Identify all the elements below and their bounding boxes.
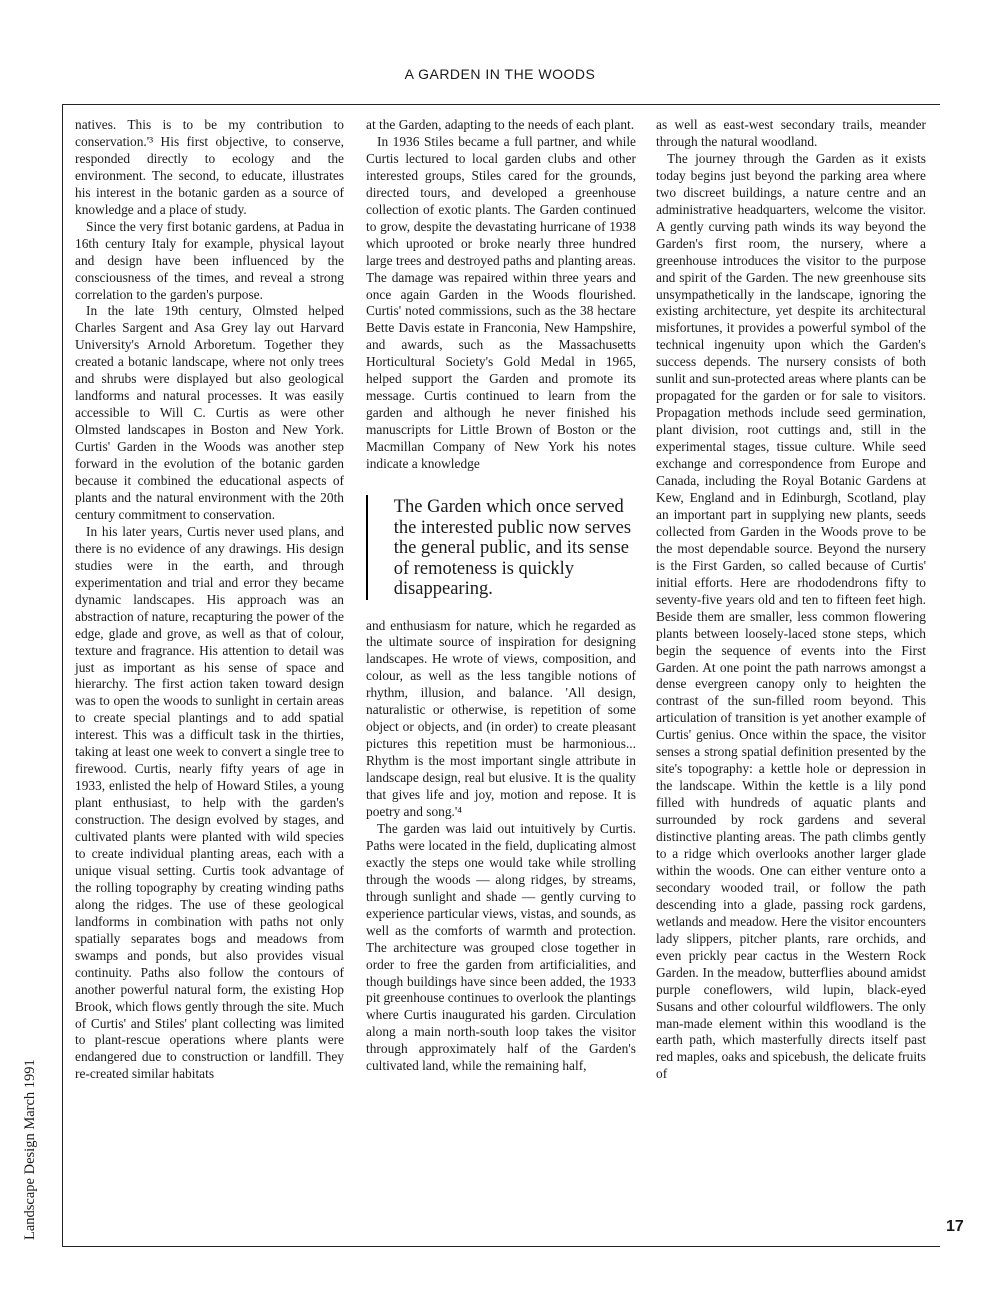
paragraph: In his later years, Curtis never used plans, and there is no evidence of any drawings. His design studies were in the earth, and through experimentation and trial and error they became dynamic landscapes. His approach was an abstraction of nature, recapturing the power of the edge, glade and grove, as well as that of colour, texture and fragrance. His attention to detail was just as important as his sense of space and hierarchy. The first action taken toward design was to open the woods to sunlight in certain areas to create special plantings and to add spatial interest. This was a difficult task in the thirties, taking at least one week to convert a single tree to firewood. Curtis, nearly fifty years of age in 1933, enlisted the help of Howard Stiles, a young plant enthusiast, to help with the garden's construction. The design evolved by stages, and cultivated plants were planted with wild species to create individual planting areas, each with a unique visual setting. Curtis took advantage of the rolling topography by creating winding paths along the ridges. The use of these geological landforms in combination with paths not only spatially separates bogs and meadows from swamps and ponds, but also provides visual continuity. Paths also follow the contours of another powerful natural form, the existing Hop Brook, which flows gently through the site. Much of Curtis' and Stiles' plant collecting was limited to plant-rescue operations where plants were endangered due to construction or landfill. They re-created similar habitats	[75, 523, 344, 1082]
left-rule	[62, 104, 63, 1247]
paragraph: Since the very first botanic gardens, at Padua in 16th century Italy for example, physical layout and design have been influenced by the consciousness of the times, and reveal a strong correlation to the garden's purpose.	[75, 218, 344, 302]
bottom-rule	[62, 1246, 940, 1247]
page-number: 17	[946, 1218, 964, 1235]
column-2	[366, 117, 636, 1075]
pull-quote-bar	[366, 495, 368, 600]
column-1	[75, 117, 344, 1083]
running-title: A GARDEN IN THE WOODS	[404, 66, 596, 82]
pull-quote	[366, 495, 636, 600]
paragraph: The garden was laid out intuitively by Curtis. Paths were located in the field, duplicating almost exactly the steps one would take while strolling through the woods — along ridges, by streams, through sunlight and shade — gently curving to experience particular views, vistas, and sounds, as well as the comforts of warmth and protection. The architecture was grouped close together in order to free the garden from artificialities, and though buildings have since been added, the 1933 pit greenhouse continues to overlook the plantings where Curtis inaugurated his garden. Circulation along a main north-south loop takes the visitor through approximately half of the Garden's cultivated land, while the remaining half,	[366, 820, 636, 1074]
paragraph: as well as east-west secondary trails, meander through the natural woodland.	[656, 117, 926, 149]
publication-date-label: Landscape Design March 1991	[22, 1059, 38, 1240]
column-3	[656, 117, 926, 1083]
paragraph: In 1936 Stiles became a full partner, and while Curtis lectured to local garden clubs and other interested groups, Stiles cared for the grounds, directed tours, and developed a greenhouse collection of exotic plants. The Garden continued to grow, despite the devastating hurricane of 1938 which uprooted or broke nearly three hundred large trees and destroyed paths and planting areas. The damage was repaired within three years and once again Garden in the Woods flourished. Curtis' noted commissions, such as the 38 hectare Bette Davis estate in Franconia, New Hampshire, and awards, such as the Massachusetts Horticultural Society's Gold Medal in 1965, helped support the Garden and promote its message. Curtis continued to learn from the garden and although he never finished his manuscripts for Little Brown of Boston or the Macmillan Company of New York his notes indicate a knowledge	[366, 133, 636, 472]
paragraph: In the late 19th century, Olmsted helped Charles Sargent and Asa Grey lay out Harvard University's Arnold Arboretum. Together they created a botanic landscape, where not only trees and shrubs were displayed but also geological landforms and natural processes. It was easily accessible to Will C. Curtis as were other Olmsted landscapes in Boston and New York. Curtis' Garden in the Woods was another step forward in the evolution of the botanic garden because it combined the educational aspects of plants and the natural environment with the 20th century commitment to conservation.	[75, 303, 344, 522]
paragraph: and enthusiasm for nature, which he regarded as the ultimate source of inspiration for designing landscapes. He wrote of views, composition, and colour, as well as the less tangible notions of rhythm, illusion, and balance. 'All design, naturalistic or otherwise, is repetition of some object or objects, and (in order) to create pleasant pictures this repetition must be harmonious... Rhythm is the most important single attribute in landscape design, real but elusive. It is the quality that gives life and joy, motion and repose. It is poetry and song.'⁴	[366, 617, 636, 819]
paragraph: natives. This is to be my contribution to conservation.'³ His first objective, to conserve, responded directly to ecology and the environment. The second, to educate, illustrates his interest in the botanic garden as a source of knowledge and a place of study.	[75, 117, 344, 217]
pull-quote-text: The Garden which once served the interested public now serves the general public, and its sense of remoteness is quickly disappearing.	[393, 497, 632, 600]
paragraph: The journey through the Garden as it exists today begins just beyond the parking area where two discreet buildings, a nature centre and an administrative headquarters, welcome the visitor. A gently curving path winds its way beyond the Garden's first room, the nursery, where a greenhouse introduces the visitor to the purpose and spirit of the Garden. The new greenhouse sits unsympathetically in the landscape, ignoring the existing architecture, yet despite its architectural misfortunes, it provides a powerful symbol of the technical ingenuity upon which the Garden's success depends. The nursery consists of both sunlit and sun-protected areas where plants can be propagated for the garden or for sale to visitors. Propagation methods include seed germination, plant division, root cuttings and, still in the experimental stages, tissue culture. While seed exchange and correspondence from Europe and Canada, including the Royal Botanic Gardens at Kew, England and in Edinburgh, Scotland, play an important part in supplying new plants, seeds collected from Garden in the Woods prove to be the most dependable source. Beyond the nursery is the First Garden, so called because of Curtis' initial efforts. Here are rhododendrons fifty to seventy-five years old and ten to fifteen feet high. Beside them are smaller, less common flowering plants between loosely-laced stone steps, which begin the sequence of events into the First Garden. At one point the path narrows amongst a dense evergreen canopy only to heighten the contrast of the sun-filled room beyond. This articulation of transition is yet another example of Curtis' genius. Once within the space, the visitor senses a strong spatial definition presented by the site's topography: a kettle hole or depression in the landscape. Within the kettle is a lily pond filled with hundreds of aquatic plants and surrounded by rock gardens and several distinctive planting areas. The path climbs gently to a ridge which overlooks another larger glade within the woods. One can either venture onto a secondary wooded trail, or follow the path descending into a glade, passing rock gardens, wetlands and meadow. Here the visitor encounters lady slippers, pitcher plants, rare orchids, and even prickly pear cactus in the Western Rock Garden. In the meadow, butterflies abound amidst purple coneflowers, wild lupin, black-eyed Susans and other colourful wildflowers. The only man-made element within this woodland is the earth path, which masterfully directs itself past red maples, oaks and spicebush, the delicate fruits of	[656, 150, 926, 1082]
top-rule	[62, 104, 940, 105]
paragraph: at the Garden, adapting to the needs of each plant.	[366, 117, 635, 132]
